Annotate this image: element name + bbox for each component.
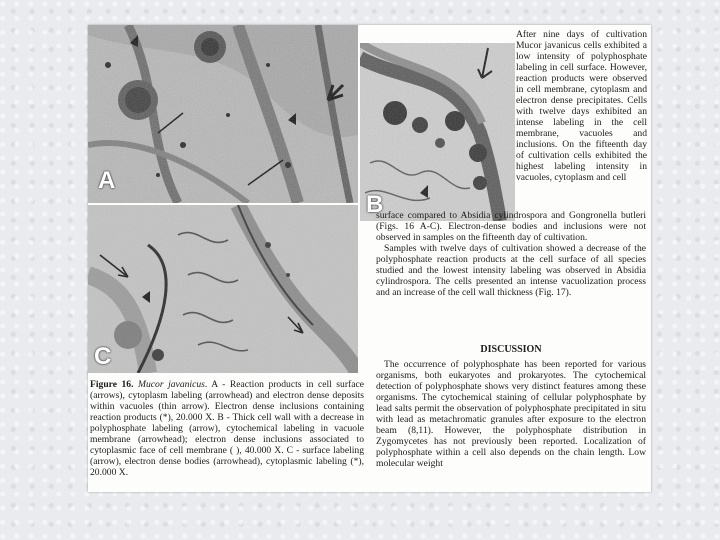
journal-page	[88, 25, 651, 492]
paragraph-results-2: surface compared to Absidia cylindrospora and Gongronella butleri (Figs. 16 A-C). Electron-dense bodies and inclusions were not observed in samples on the fifteenth day of cultivation.	[376, 210, 646, 243]
paragraph-results-3: Samples with twelve days of cultivation showed a decrease of the polyphosphate reaction products at the cell surface of all species studied and the lowest intensity labeling was observed in Absidia cylindrospora. The cells presented an intense vacuolization process and an increase of the cell wall thickness (Fig. 17).	[376, 243, 646, 298]
micrograph-panel-c	[88, 205, 358, 373]
caption-species: Mucor javanicus	[138, 379, 205, 390]
body-text-right	[376, 210, 646, 298]
discussion-text	[376, 359, 646, 469]
panel-letter-a: A	[98, 167, 116, 194]
body-text-right-top	[516, 29, 647, 183]
paragraph-discussion-1: The occurrence of polyphosphate has been reported for various organisms, both eukaryotes and prokaryotes. The cytochemical detection of polyphosphate shows very distinct features among these organisms. The cytochemical staining of cellular polyphosphate by lead salts permit the observation of polyphosphate precipitated in situ with lead as metachromatic granules after exposure to the electron beam (8,11). However, the polyphosphate distribution in Zygomycetes has not previously been reported. Localization of polyphosphate within a cell also depends on the chain length. Low molecular weight	[376, 359, 646, 469]
micrograph-c-texture	[88, 205, 358, 373]
caption-label: Figure 16.	[90, 379, 134, 390]
figure-caption	[90, 379, 364, 478]
panel-letter-b: B	[366, 191, 384, 218]
micrograph-panel-a	[88, 25, 358, 203]
panel-letter-c: C	[94, 343, 112, 370]
caption-text: . A - Reaction products in cell surface (arrows), cytoplasm labeling (arrowhead) and electron dense deposits within vacuoles (thin arrow). Electron dense inclusions containing reaction products (*), 20.000 X. B - Thick cell wall with a decrease in polyphosphate labeling (arrow), cytochemical labeling in vacuole membrane (arrowhead); electron dense inclusions associated to cytoplasmic face of cell membrane ( ), 40.000 X. C - surface labeling (arrow), electron dense bodies (arrowhead), cytoplasmic labeling (*), 20.000 X.	[90, 379, 364, 478]
micrograph-panel-b	[360, 43, 515, 221]
section-heading-discussion: DISCUSSION	[480, 344, 542, 355]
paragraph-results-1: After nine days of cultivation Mucor javanicus cells exhibited a low intensity of polyphosphate labeling in cell surface. However, reaction products were observed in cell membrane, cytoplasm and electron dense precipitates. Cells with twelve days exhibited an intense labeling in the cell membrane, vacuoles and inclusions. On the fifteenth day of cultivation cells exhibited the highest labeling intensity in vacuoles, cytoplasm and cell	[516, 29, 647, 183]
micrograph-a-texture	[88, 25, 358, 203]
